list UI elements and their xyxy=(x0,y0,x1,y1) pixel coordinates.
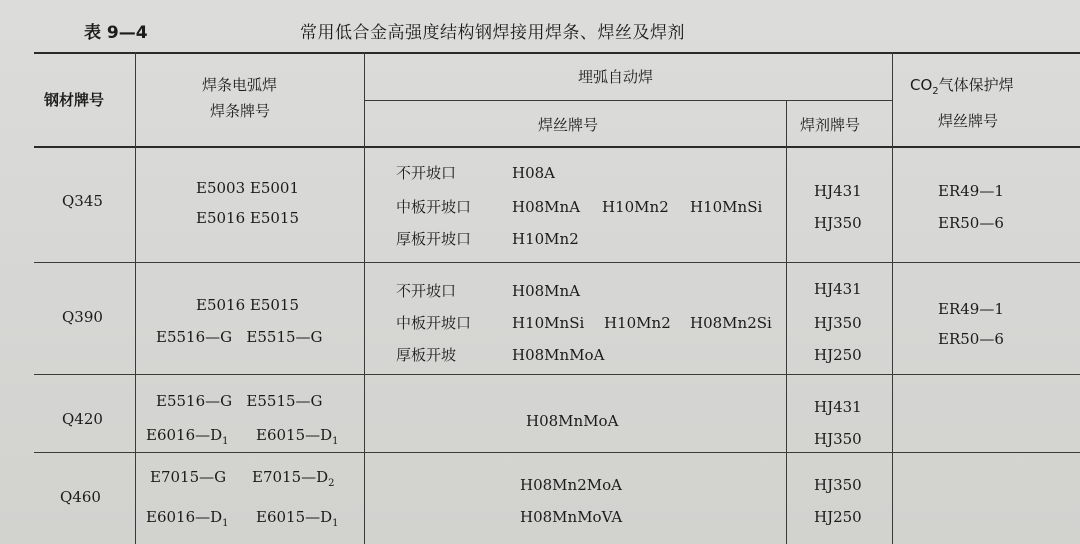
electrode-line: E7015—G xyxy=(150,468,227,486)
wire-grade: H10Mn2 xyxy=(604,314,671,332)
wire-grade: H08MnMoVA xyxy=(520,508,623,526)
electrode-line: E5016 E5015 xyxy=(196,209,300,227)
header-saw-flux: 焊剂牌号 xyxy=(800,116,861,134)
row-divider-1 xyxy=(34,262,1080,263)
header-electrode-line2: 焊条牌号 xyxy=(210,102,271,120)
header-saw-wire: 焊丝牌号 xyxy=(538,116,599,134)
wire-condition: 不开坡口 xyxy=(396,282,457,300)
flux-grade: HJ350 xyxy=(814,430,862,448)
wire-grade: H10Mn2 xyxy=(512,230,579,248)
electrode-line: E5516—G E5515—G xyxy=(156,328,323,346)
wire-grade: H08A xyxy=(512,164,556,182)
row-divider-2 xyxy=(34,374,1080,375)
wire-condition: 中板开坡口 xyxy=(396,314,472,332)
wire-grade: H08MnMoA xyxy=(526,412,619,430)
electrode-line: E5016 E5015 xyxy=(196,296,300,314)
wire-grade: H08MnMoA xyxy=(512,346,605,364)
wire-grade: H10MnSi xyxy=(512,314,585,332)
wire-condition: 厚板开坡 xyxy=(396,346,457,364)
wire-grade: H08Mn2MoA xyxy=(520,476,622,494)
electrode-line: $E7015—D_2$ xyxy=(252,468,335,489)
gmaw-wire: ER49—1 xyxy=(938,182,1004,200)
wire-condition: 中板开坡口 xyxy=(396,198,472,216)
wire-grade: H08MnA xyxy=(512,198,581,216)
flux-grade: HJ431 xyxy=(814,182,862,200)
grade-q420: Q420 xyxy=(62,410,103,428)
flux-grade: HJ431 xyxy=(814,280,862,298)
grade-q345: Q345 xyxy=(62,192,103,210)
col-divider-4 xyxy=(892,52,893,544)
wire-grade: H10MnSi xyxy=(690,198,763,216)
col-divider-3 xyxy=(786,100,787,544)
gmaw-wire: ER50—6 xyxy=(938,330,1004,348)
gmaw-wire: ER50—6 xyxy=(938,214,1004,232)
electrode-line: E5516—G E5515—G xyxy=(156,392,323,410)
grade-q390: Q390 xyxy=(62,308,103,326)
flux-grade: HJ250 xyxy=(814,346,862,364)
electrode-line: $E6015—D_1$ xyxy=(256,426,339,447)
wire-condition: 厚板开坡口 xyxy=(396,230,472,248)
table-top-rule xyxy=(34,52,1080,54)
flux-grade: HJ250 xyxy=(814,508,862,526)
grade-q460: Q460 xyxy=(60,488,101,506)
header-gmaw-line1: $CO_2$气体保护焊 xyxy=(910,76,1014,97)
header-bottom-rule xyxy=(34,146,1080,148)
wire-condition: 不开坡口 xyxy=(396,164,457,182)
flux-grade: HJ350 xyxy=(814,476,862,494)
header-gmaw-line2: 焊丝牌号 xyxy=(938,112,999,130)
electrode-line: $E6016—D_1$ xyxy=(146,426,229,447)
wire-grade: H08Mn2Si xyxy=(690,314,772,332)
wire-grade: H08MnA xyxy=(512,282,581,300)
header-electrode-line1: 焊条电弧焊 xyxy=(202,76,278,94)
saw-subheader-rule xyxy=(364,100,892,101)
header-saw: 埋弧自动焊 xyxy=(578,68,654,86)
electrode-line: $E6015—D_1$ xyxy=(256,508,339,529)
flux-grade: HJ431 xyxy=(814,398,862,416)
electrode-line: E5003 E5001 xyxy=(196,179,300,197)
table-number: 表 9—4 xyxy=(84,23,148,43)
flux-grade: HJ350 xyxy=(814,214,862,232)
col-divider-2 xyxy=(364,52,365,544)
flux-grade: HJ350 xyxy=(814,314,862,332)
header-steel-grade: 钢材牌号 xyxy=(44,91,105,109)
electrode-line: $E6016—D_1$ xyxy=(146,508,229,529)
wire-grade: H10Mn2 xyxy=(602,198,669,216)
gmaw-wire: ER49—1 xyxy=(938,300,1004,318)
col-divider-1 xyxy=(135,52,136,544)
table-title: 常用低合金高强度结构钢焊接用焊条、焊丝及焊剂 xyxy=(300,23,685,43)
